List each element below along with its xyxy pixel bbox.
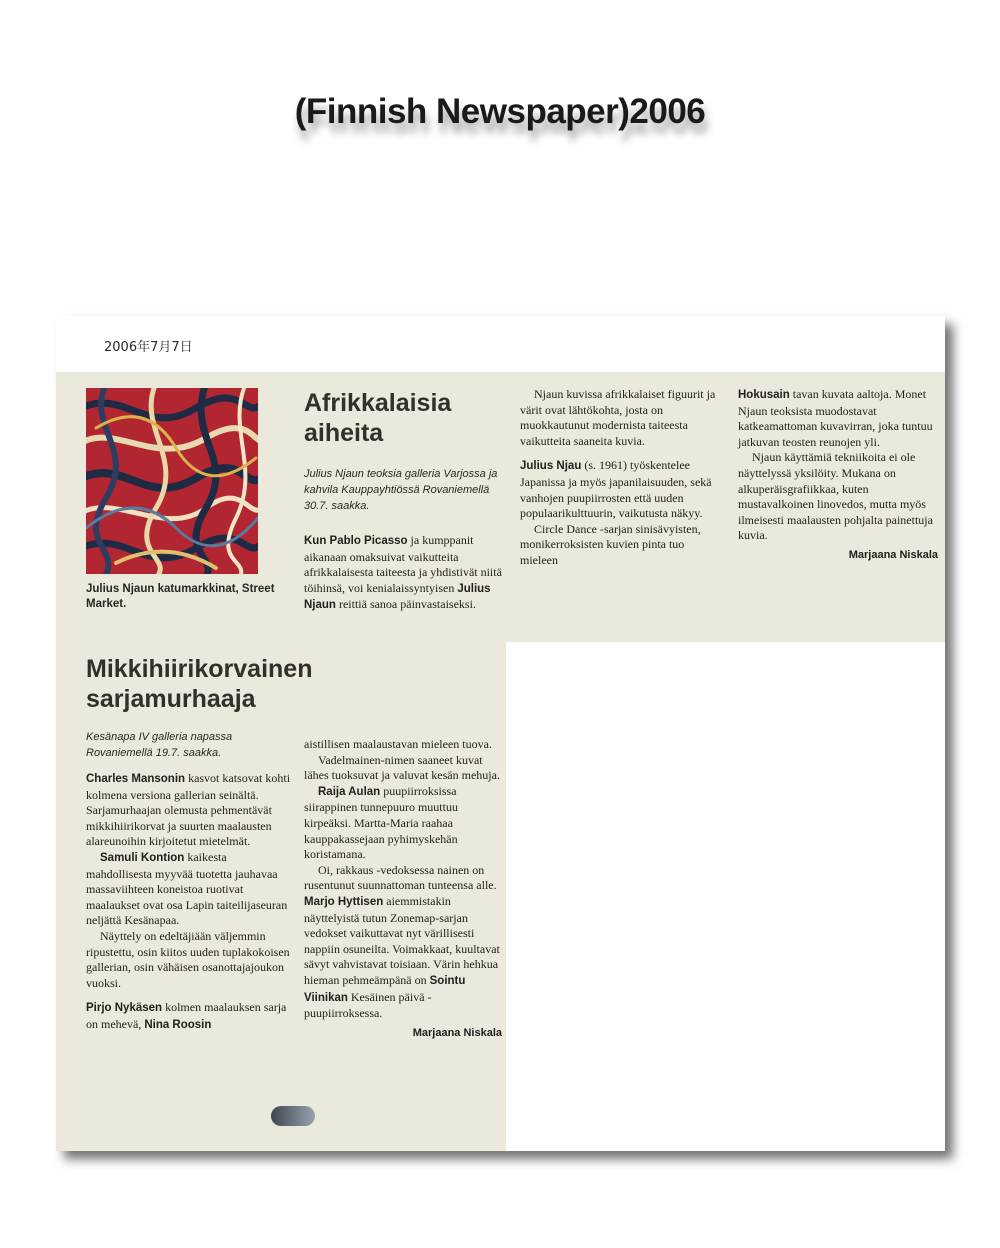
article-paragraph: Näyttely on edeltäjiään väljemmin ripustettu, osin kiitos uuden tuplakokoisen gallerian, osin vähäisen osanottajajoukon vuoksi. <box>86 928 290 990</box>
article-column <box>86 771 291 1034</box>
paragraph-text: Kesäinen päivä -puupiirroksessa. <box>304 989 432 1021</box>
article-column <box>304 737 502 1041</box>
article-paragraph: Njaun kuvissa afrikkalaiset figuurit ja värit ovat lähtökohta, josta on muokkautunut modernista taiteesta vaikutteita saaneita kuvia. <box>520 387 716 448</box>
bold-name: Sointu Viinikan <box>304 974 466 1004</box>
bold-name: Charles Mansonin <box>86 773 186 785</box>
article-paragraph <box>86 1000 291 1033</box>
paragraph-text: Circle Dance -sarjan sinisävyisten, monikerroksisten kuvien pinta tuo mieleen <box>520 521 701 567</box>
article-paragraph: Oi, rakkaus -vedoksessa nainen on rusentunut suunnattoman tunteensa alle. <box>304 862 497 893</box>
bold-name: Samuli Kontion <box>100 851 185 864</box>
paragraph-text: ja kumppanit aikanaan omaksuivat vaikutteita afrikkalaisesta taiteesta ja yhdistivät niitä töihinsä, voi kenialaissyntyisen <box>304 533 502 595</box>
article-paragraph <box>520 522 722 569</box>
article-paragraph <box>86 850 291 929</box>
clipping-date: 2006年7月7日 <box>104 340 193 355</box>
page-title: (Finnish Newspaper)2006 <box>294 92 706 131</box>
bold-name: Kun Pablo Picasso <box>304 535 408 547</box>
newspaper-clipping <box>56 316 945 1151</box>
article-heading: Mikkihiirikorvainen sarjamurhaaja <box>86 655 313 713</box>
bold-name: Pirjo Nykäsen <box>86 1002 163 1015</box>
article-paragraph <box>520 458 722 521</box>
bold-name: Marjo Hyttisen <box>304 895 384 908</box>
paragraph-text: kaikesta mahdollisesta myyvää tuotetta jauhavaa massaviihteen koneistoa ruotivat maalaukset ovat osa Lapin taiteilijaseuran neljättä Kesänapaa. <box>86 849 288 928</box>
article-paragraph: aistillisen maalaustavan mieleen tuova. <box>304 737 492 751</box>
paragraph-text: tavan kuvata aaltoja. Monet Njaun teoksista muodostavat katkeamattoman kuvavirran, joka tuntuu jatkuvan teosten reunojen yli. <box>738 387 933 449</box>
bold-name: Nina Roosin <box>144 1018 212 1031</box>
article-column <box>738 387 938 564</box>
article-paragraph <box>86 771 291 850</box>
bold-name: Raija Aulan <box>318 785 381 798</box>
article-heading: Afrikkalaisia aiheita <box>304 389 452 447</box>
paragraph-text: aiemmistakin näyttelyistä tutun Zonemap-sarjan vedokset vaikuttavat nyt värillisesti nappiin osuneilta. Voimakkaat, kuultavat sävyt vahvistavat toisiaan. Värin hehkua hieman pehmeämpänä on <box>304 893 500 987</box>
article-lead: Julius Njaun teoksia galleria Varjossa ja kahvila Kauppayhtiössä Rovaniemellä 30.7. saakka. <box>304 468 498 512</box>
article-paragraph <box>304 533 516 614</box>
article-paragraph: Vadelmainen-nimen saaneet kuvat lähes tuoksuvat ja valuvat kesän mehuja. <box>304 752 500 783</box>
article-signature: Marjaana Niskala <box>848 548 938 561</box>
paragraph-text: reittiä sanoa päinvastaiseksi. <box>338 597 476 612</box>
image-caption: Julius Njaun katumarkkinat, Street Market. <box>86 583 275 610</box>
bold-name: Julius Njau <box>520 460 582 473</box>
street-market-painting <box>86 388 258 574</box>
article-paragraph <box>304 894 502 1022</box>
paragraph-text: (s. 1961) työskentelee Japanissa ja myös japanilaisuuden, sekä vanhojen puupiirrosten että uuden populaarikulttuurin, vaikutusta näkyy. <box>520 458 712 521</box>
paragraph-text: kasvot katsovat kohti kolmena versiona gallerian seinältä. Sarjamurhaajan olemusta pehmentävät mikkihiirikorvat ja suurten maalausten alareunoihin kirjoitetut mietelmät. <box>86 771 291 849</box>
article-column <box>520 387 722 569</box>
paragraph-text: kolmen maalauksen sarja on mehevä, <box>86 1000 287 1031</box>
article-lead: Kesänapa IV galleria napassa Rovaniemellä 19.7. saakka. <box>86 731 233 759</box>
article-paragraph <box>304 784 502 863</box>
scan-mark <box>271 1106 315 1126</box>
article-column <box>304 533 516 614</box>
article-paragraph <box>738 387 938 450</box>
article-paragraph: Njaun käyttämiä tekniikoita ei ole näyttelyssä yksilöity. Mukana on alkuperäisgrafiikkaa, kuten mustavalkoinen linovedos, mutta myös ilmeisesti maalausten pohjalta painettuja kuvia. <box>738 450 933 543</box>
bold-name: Julius Njaun <box>304 582 491 612</box>
bold-name: Hokusain <box>738 389 790 401</box>
paragraph-text: puupiirroksissa siirappinen tunnepuuro muuttuu kirpeäksi. Martta-Maria raahaa kauppakassejaan pyhimyskehän koristamana. <box>304 783 458 862</box>
article-signature: Marjaana Niskala <box>412 1026 502 1039</box>
